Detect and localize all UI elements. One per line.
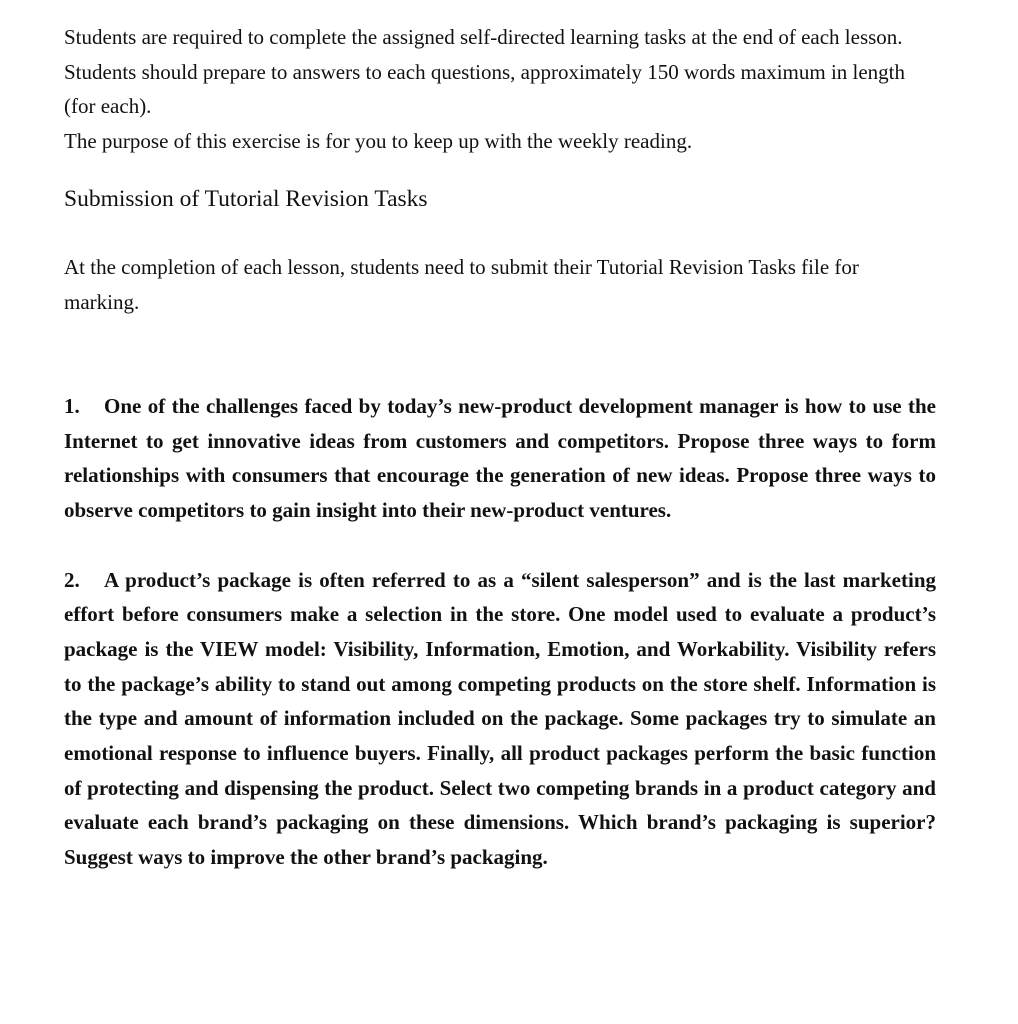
question-1: [64, 389, 936, 528]
intro-line-1: Students are required to complete the assigned self-directed learning tasks at the end of each lesson.: [64, 25, 903, 49]
question-2-text: A product’s package is often referred to as a “silent salesperson” and is the last marketing effort before consumers make a selection in the store. One model used to evaluate a product’s package is the VIEW model: Visibility, Information, Emotion, and Workability. Visibility refers to the package’s ability to stand out among competing products on the store shelf. Information is the type and amount of information included on the package. Some packages try to simulate an emotional response to influence buyers. Finally, all product packages perform the basic function of protecting and dispensing the product. Select two competing brands in a product category and evaluate each brand’s packaging on these dimensions. Which brand’s packaging is superior? Suggest ways to improve the other brand’s packaging.: [64, 567, 936, 870]
question-1-number: 1.: [64, 394, 80, 418]
intro-line-2: Students should prepare to answers to each questions, approximately 150 words maximum in length (for each).: [64, 59, 906, 118]
intro-line-3: The purpose of this exercise is for you to keep up with the weekly reading.: [64, 128, 693, 153]
section-heading: Submission of Tutorial Revision Tasks: [64, 186, 428, 212]
document-page: [64, 20, 936, 875]
intro-instructions: [64, 20, 936, 158]
submission-text: At the completion of each lesson, students need to submit their Tutorial Revision Tasks file for marking.: [64, 255, 859, 314]
question-2-number: 2.: [64, 567, 80, 592]
question-2: [64, 563, 936, 875]
question-1-text: One of the challenges faced by today’s new-product development manager is how to use the Internet to get innovative ideas from customers and competitors. Propose three ways to form relationships with consumers that encourage the generation of new ideas. Propose three ways to observe competitors to gain insight into their new-product ventures.: [64, 394, 936, 523]
